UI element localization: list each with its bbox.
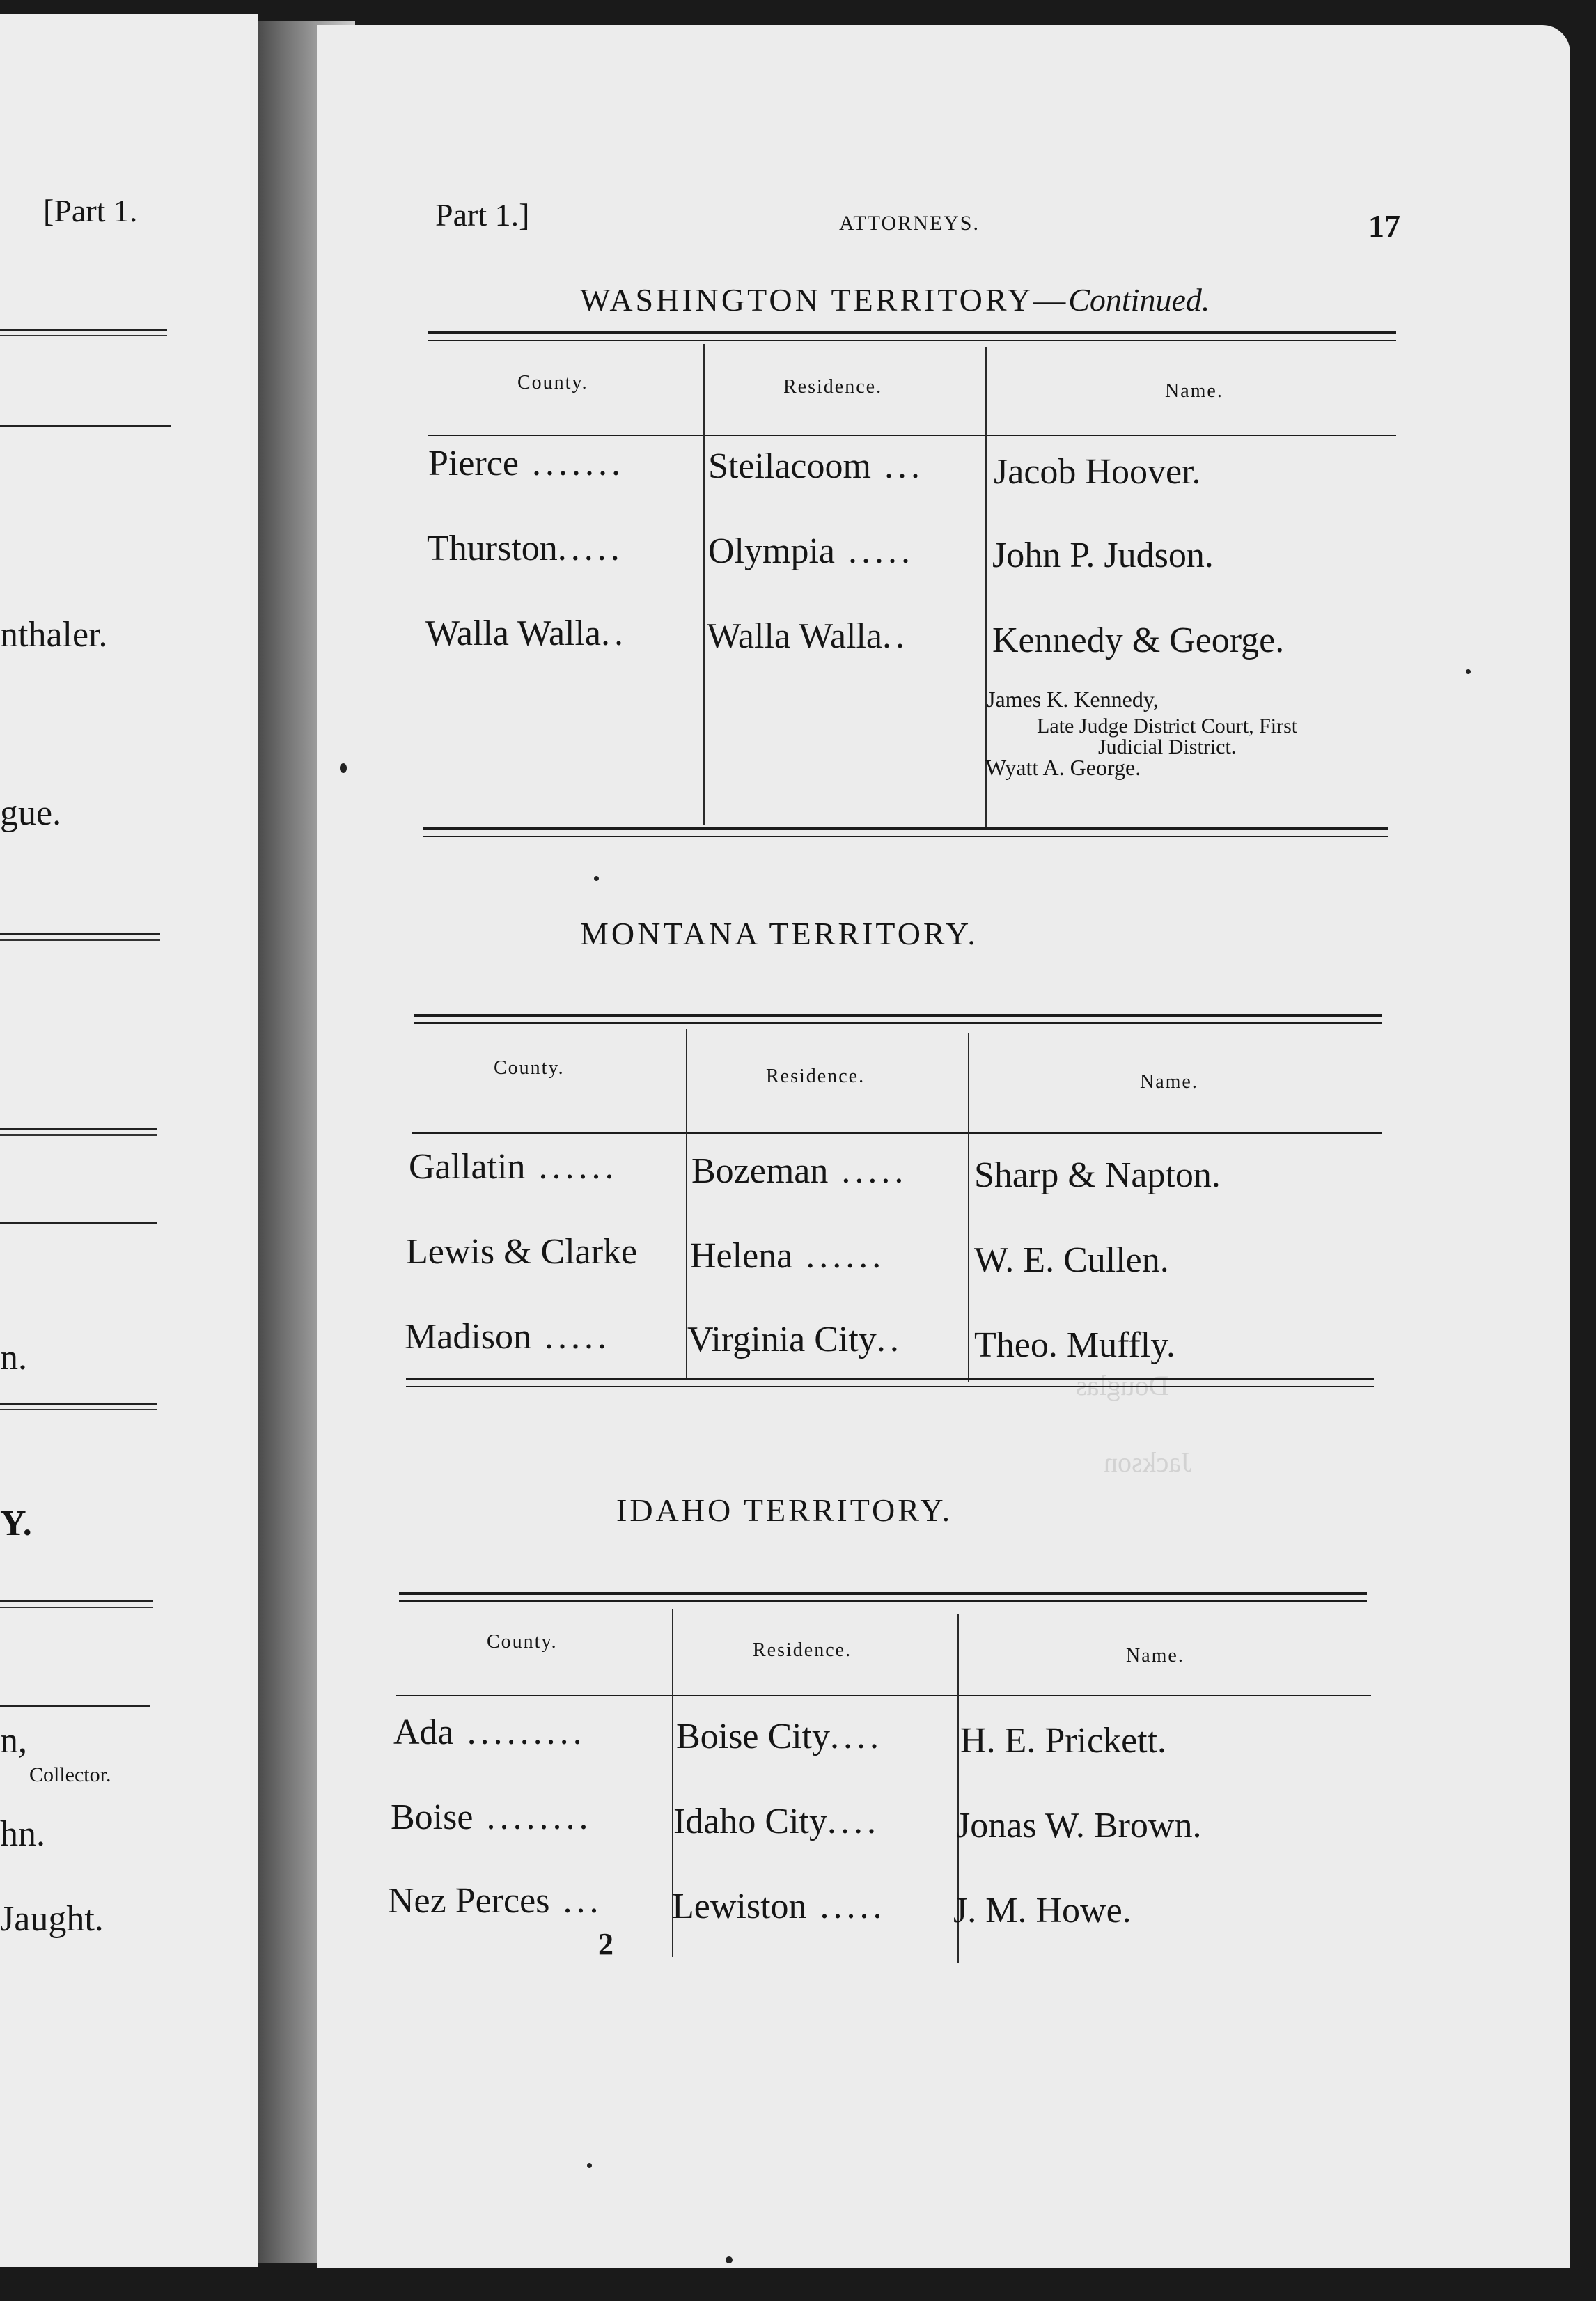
section-title-text: WASHINGTON TERRITORY— xyxy=(580,282,1069,318)
section-title-washington xyxy=(580,281,1210,318)
cell-residence: Walla Walla.. xyxy=(707,616,909,656)
cell-name: Sharp & Napton. xyxy=(974,1155,1221,1195)
column-header-county: County. xyxy=(517,372,588,393)
cell-name: J. M. Howe. xyxy=(953,1891,1132,1930)
partner-note: Late Judge District Court, First xyxy=(1037,715,1298,738)
table-row-gallatin: Gallatin ...... xyxy=(409,1147,618,1187)
partner-note: Judicial District. xyxy=(1098,735,1237,758)
previous-page-rule xyxy=(0,1222,157,1224)
cell-residence: Boise City.... xyxy=(676,1717,884,1756)
column-header-name: Name. xyxy=(1126,1645,1184,1667)
header-rule xyxy=(428,435,1396,436)
cell-residence-text: Olympia xyxy=(708,531,835,571)
running-head-title: ATTORNEYS. xyxy=(839,212,980,235)
table-top-rule xyxy=(414,1022,1382,1024)
cell-name: H. E. Prickett. xyxy=(960,1721,1167,1761)
column-header-county: County. xyxy=(487,1631,558,1653)
section-title-continued: Continued. xyxy=(1068,282,1210,318)
column-header-county: County. xyxy=(494,1057,565,1079)
table-row-boise: Boise ........ xyxy=(391,1797,593,1837)
previous-page-fragment: Y. xyxy=(0,1504,32,1543)
previous-page-strip xyxy=(0,14,258,2267)
cell-county: Boise xyxy=(391,1797,474,1837)
cell-name: Jacob Hoover. xyxy=(994,452,1201,492)
cell-residence: Helena ...... xyxy=(690,1236,886,1276)
table-row-walla-walla: Walla Walla.. xyxy=(425,614,628,653)
cell-residence: Bozeman ..... xyxy=(691,1151,908,1191)
previous-page-fragment: Jaught. xyxy=(0,1899,104,1939)
print-speck xyxy=(726,2256,733,2263)
table-row-lewis-clarke xyxy=(406,1231,637,1272)
column-header-residence: Residence. xyxy=(783,376,883,398)
cell-residence-text: Bozeman xyxy=(691,1151,829,1191)
table-bottom-rule xyxy=(423,836,1388,837)
cell-residence-text: Lewiston xyxy=(672,1887,807,1926)
cell-name: W. E. Cullen. xyxy=(974,1240,1169,1280)
column-header-name: Name. xyxy=(1165,380,1223,402)
section-title-idaho: IDAHO TERRITORY. xyxy=(616,1492,953,1528)
cell-county: Lewis & Clarke xyxy=(406,1232,638,1272)
cell-name: Jonas W. Brown. xyxy=(956,1806,1202,1846)
bleed-through-text: Douglas xyxy=(1076,1370,1169,1401)
table-bottom-rule xyxy=(406,1386,1374,1387)
table-row-madison: Madison ..... xyxy=(405,1317,611,1357)
table-row-nez-perces: Nez Perces ... xyxy=(388,1881,603,1921)
cell-residence: Idaho City.... xyxy=(673,1802,880,1841)
cell-county: Gallatin xyxy=(409,1147,526,1187)
previous-page-fragment: n. xyxy=(0,1338,27,1378)
print-speck xyxy=(587,2163,592,2168)
previous-page-rule xyxy=(0,933,160,935)
cell-name: Theo. Muffly. xyxy=(974,1325,1175,1365)
cell-residence-text: Boise City xyxy=(676,1717,831,1756)
cell-residence-text: Steilacoom xyxy=(708,446,871,486)
previous-page-rule xyxy=(0,1403,157,1405)
table-top-rule xyxy=(414,1014,1382,1017)
cell-name: John P. Judson. xyxy=(992,536,1214,575)
print-speck xyxy=(594,876,599,881)
previous-page-fragment: nthaler. xyxy=(0,615,108,655)
cell-county: Walla Walla xyxy=(425,614,602,653)
table-bottom-rule xyxy=(423,827,1388,830)
previous-page-rule xyxy=(0,329,167,331)
header-rule xyxy=(412,1132,1382,1134)
column-header-name: Name. xyxy=(1140,1071,1198,1093)
bleed-through-text: Jackson xyxy=(1104,1446,1192,1478)
previous-page-rule xyxy=(0,1128,157,1130)
previous-page-rule xyxy=(0,1600,153,1602)
column-header-residence: Residence. xyxy=(753,1639,852,1661)
table-top-rule xyxy=(399,1600,1367,1602)
column-header-residence: Residence. xyxy=(766,1066,866,1087)
book-page xyxy=(317,25,1570,2268)
cell-name: Kennedy & George. xyxy=(992,621,1285,660)
partner-note: James K. Kennedy, xyxy=(987,687,1159,712)
print-speck xyxy=(1466,669,1471,674)
previous-page-rule xyxy=(0,1705,150,1707)
cell-county: Madison xyxy=(405,1317,531,1357)
table-top-rule xyxy=(399,1592,1367,1595)
cell-residence-text: Virginia City xyxy=(687,1320,877,1359)
cell-residence: Steilacoom ... xyxy=(708,446,924,486)
header-rule xyxy=(396,1695,1371,1696)
table-top-rule xyxy=(428,332,1396,334)
partner-note: Wyatt A. George. xyxy=(985,755,1141,780)
cell-residence: Virginia City.. xyxy=(687,1320,903,1359)
previous-page-running-head: [Part 1. xyxy=(43,193,138,228)
page-number: 17 xyxy=(1368,208,1400,244)
cell-residence-text: Walla Walla xyxy=(707,616,883,656)
cell-county: Thurston xyxy=(427,529,558,568)
print-speck xyxy=(340,763,347,773)
table-row-pierce: Pierce ....... xyxy=(428,444,625,483)
cell-county: Ada xyxy=(393,1713,454,1752)
cell-residence-text: Helena xyxy=(690,1236,793,1276)
previous-page-rule xyxy=(0,425,171,427)
table-bottom-rule xyxy=(406,1378,1374,1380)
table-row-thurston: Thurston..... xyxy=(427,529,624,568)
cell-residence: Lewiston ..... xyxy=(672,1887,886,1926)
column-divider xyxy=(968,1034,969,1382)
cell-residence: Olympia ..... xyxy=(708,531,914,571)
section-title-montana: MONTANA TERRITORY. xyxy=(580,916,978,951)
cell-residence-text: Idaho City xyxy=(673,1802,827,1841)
cell-county: Pierce xyxy=(428,444,519,483)
cell-county: Nez Perces xyxy=(388,1881,550,1921)
running-head-part: Part 1.] xyxy=(435,197,530,233)
signature-mark: 2 xyxy=(598,1927,613,1961)
table-row-ada: Ada ......... xyxy=(393,1713,586,1752)
column-divider xyxy=(703,344,705,825)
previous-page-fragment: gue. xyxy=(0,793,62,833)
previous-page-fragment: hn. xyxy=(0,1814,45,1854)
previous-page-fragment: Collector. xyxy=(29,1763,111,1786)
previous-page-fragment: n, xyxy=(0,1721,27,1761)
table-top-rule xyxy=(428,340,1396,341)
